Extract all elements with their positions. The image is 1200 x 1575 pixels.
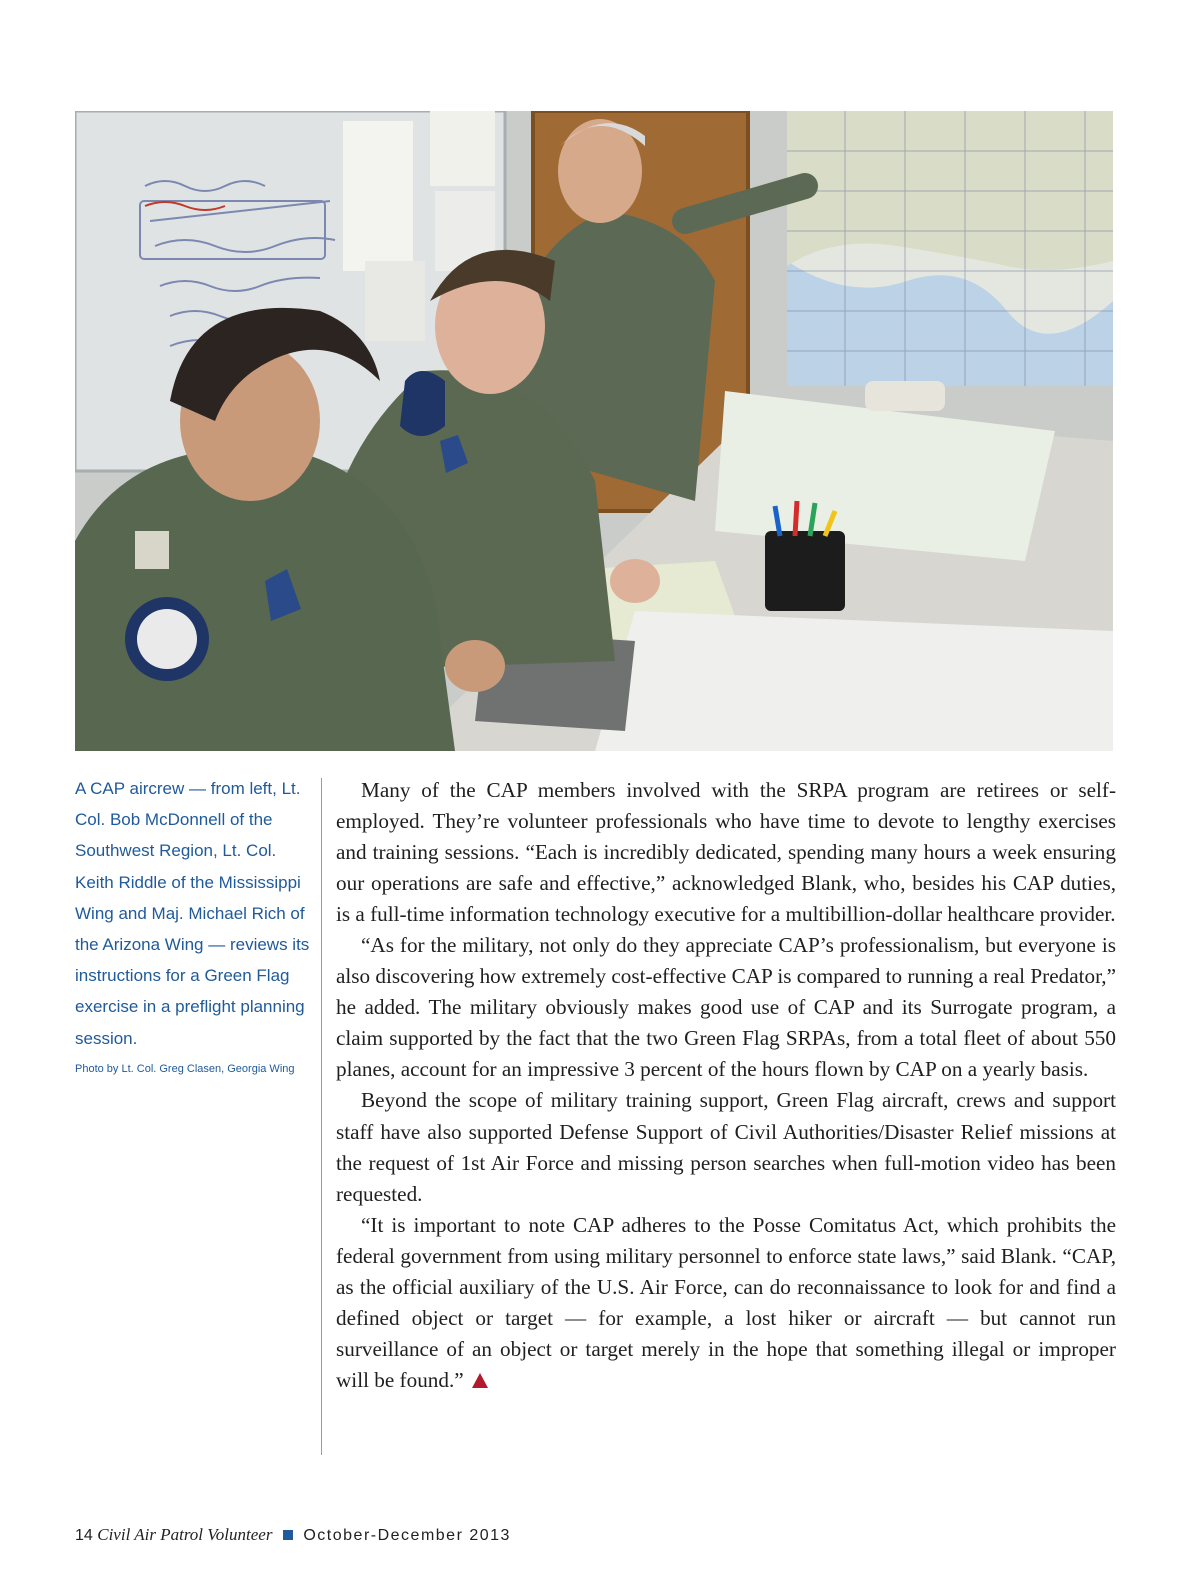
page-footer [75,1525,511,1545]
photo-caption [75,773,315,1076]
article-paragraph-4 [336,1210,1116,1396]
article-paragraph-3: Beyond the scope of military training support, Green Flag aircraft, crews and support staff have also supported Defense Support of Civil Authorities/Disaster Relief missions at the request of 1st Air Force and missing person searches when full-motion video has been requested. [336,1088,1116,1206]
article-paragraph-4-text: “It is important to note CAP adheres to the Posse Comitatus Act, which prohibits the federal government from using military personnel to enforce state laws,” said Blank. “CAP, as the official auxiliary of the U.S. Air Force, can do reconnaissance to look for and find a defined object or target — for example, a lost hiker or aircraft — but cannot run surveillance of an object or target merely in the hope that something illegal or improper will be found.” [336,1212,1116,1392]
page-number: 14 [75,1527,93,1544]
article-paragraph-1: Many of the CAP members involved with the SRPA program are retirees or self-employed. They’re volunteer professionals who have time to devote to lengthy exercises and training sessions. “Each is incredibly dedicated, spending many hours a week ensuring our operations are safe and effective,” acknowledged Blank, who, besides his CAP duties, is a full-time information technology executive for a multibillion-dollar healthcare provider. [336,778,1116,927]
article-paragraph-2: “As for the military, not only do they appreciate CAP’s professionalism, but everyone is also discovering how extremely cost-effective CAP is compared to running a real Predator,” he added. The military obviously makes good use of CAP and its Surrogate program, a claim supported by the fact that the two Green Flag SRPAs, from a total fleet of about 550 planes, account for an impressive 3 percent of the hours flown by CAP on a yearly basis. [336,933,1116,1082]
separator-square-icon [283,1530,293,1540]
photo-credit: Photo by Lt. Col. Greg Clasen, Georgia Wing [75,1062,295,1075]
caption-text: A CAP aircrew — from left, Lt. Col. Bob McDonnell of the Southwest Region, Lt. Col. Keith Riddle of the Mississippi Wing and Maj. Michael Rich of the Arizona Wing — reviews its instructions for a Green Flag exercise in a preflight planning session. [75,779,310,1048]
publication-name: Civil Air Patrol Volunteer [97,1525,273,1544]
article-body [336,775,1116,1396]
column-divider [321,778,322,1455]
photo-illustration [75,111,1113,751]
article-photo [75,111,1113,751]
issue-date: October-December 2013 [303,1527,511,1544]
end-mark-icon [472,1373,488,1388]
